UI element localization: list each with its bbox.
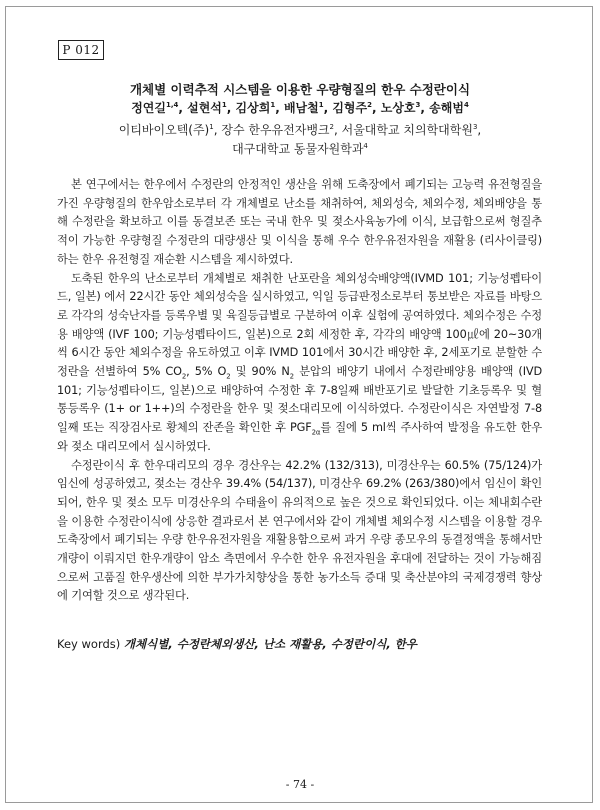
paragraph-methods: 도축된 한우의 난소로부터 개체별로 채취한 난포란을 체외성숙배양액(IVMD 101; 기능성펩타이드, 일본) 에서 22시간 동안 체외성숙을 실시하였고, 익일 등급판정소로부터 통보받은 자료를 바탕으로 각각의 성숙난자를 등록우별 및 육질등급별로 구분하여 이후 실험에 공여하였다. 체외수정은 수정용 배양액 (IVF 100; 기능성펩타이드, 일본)으로 2회 세정한 후, 각각의 배양액 100㎕에 20~30개씩 6시간 동안 체외수정을 유도하였고 이후 IVMD 101에서 30시간 배양한 후, 2세포기로 분할한 수정란을 선별하여 5% $CO_2$, 5% $O_2$ 및 90% $N_2$ 분압의 배양기 내에서 수정란배양용 배양액 (IVD 101; 기능성펩타이드, 일본)으로 배양하여 수정한 후 7-8일째 배반포기로 발달한 기초등록우 및 혈통등록우 (1+ or 1++)의 수정란을 한우 및 젖소대리모에 이식하였다. 수정란이식은 자연발정 7-8일째 또는 직장검사로 황체의 잔존을 확인한 후 $PGF_{2\alpha}$를 질에 5 ml씩 주사하여 발정을 유도한 한우와 젖소 대리모에서 실시하였다. (57, 271, 543, 453)
author: 김형주$^2$, (332, 101, 381, 115)
abstract-code-box: P 012 (58, 40, 104, 60)
keywords-terms: 개체식별, 수정란체외생산, 난소 재활용, 수정란이식, 한우 (123, 637, 417, 651)
affiliations-line-1 (0, 121, 600, 138)
author: 설현석$^1$, (187, 101, 236, 115)
keywords-label: Key words) (57, 637, 121, 651)
author: 송해범$^4$ (429, 101, 469, 115)
author: 정연길$^{1,4}$, (131, 101, 188, 115)
affiliation: 서울대학교 치의학대학원$^3$, (341, 123, 482, 137)
author: 배남철$^1$, (283, 101, 333, 115)
keywords-line (57, 636, 542, 652)
author: 김상희$^1$, (235, 101, 284, 115)
paragraph-intro: 본 연구에서는 한우에서 수정란의 안정적인 생산을 위해 도축장에서 폐기되는 고능력 유전형질을 가진 우량형질의 한우암소로부터 각 개체별로 난소를 채취하여, 체외성숙, 체외수정, 체외배양을 통해 수정란을 확보하고 이를 동결보존 또는 국내 한우 및 젖소사육농가에 이식, 보급함으로써 형질추적이 가능한 우량형질 수정란의 대량생산 및 이식을 통해 우수 한우유전자원을 재활용 (리사이클링)하는 한우 유전형질 재순환 시스템을 제시하였다. (57, 178, 542, 266)
author: 노상호$^3$, (380, 101, 430, 115)
affiliation: 이티바이오텍(주)$^1$, (118, 123, 222, 137)
affiliations-line-2 (0, 140, 600, 157)
paper-title: 개체별 이력추적 시스템을 이용한 우량형질의 한우 수정란이식 (129, 82, 471, 97)
paragraph-results: 수정란이식 후 한우대리모의 경우 경산우는 42.2% (132/313), 미경산우는 60.5% (75/124)가 임신에 성공하였고, 젖소는 경산우 39.4% (54/137), 미경산우 69.2% (263/380)에서 임신이 확인되어, 한우 및 젖소 모두 미경산우의 수태율이 유의적으로 높은 것으로 확인되었다. 이는 체내회수란을 이용한 수정란이식에 상응한 결과로서 본 연구에서와 같이 개체별 체외수정 시스템을 이용할 경우 도축장에서 폐기되는 우량 한우유전자원을 재활용함으로써 과거 우량 종모우의 동결정액을 통해서만 개량이 이뤄지던 한우개량이 암소 측면에서 우수한 한우 유전자원을 후대에 전달하는 것이 가능해짐으로써 고품질 한우생산에 의한 부가가치향상을 통한 농가소득 증대 및 축산분야의 국제경쟁력 향상에 기여할 것으로 생각된다. (57, 458, 542, 603)
abstract-body (57, 176, 542, 606)
page-number: - 74 - (285, 778, 315, 791)
author-list (0, 99, 600, 116)
affiliation: 대구대학교 동물자원학과$^4$ (232, 142, 368, 156)
affiliation: 장수 한우유전자뱅크$^2$, (221, 123, 342, 137)
